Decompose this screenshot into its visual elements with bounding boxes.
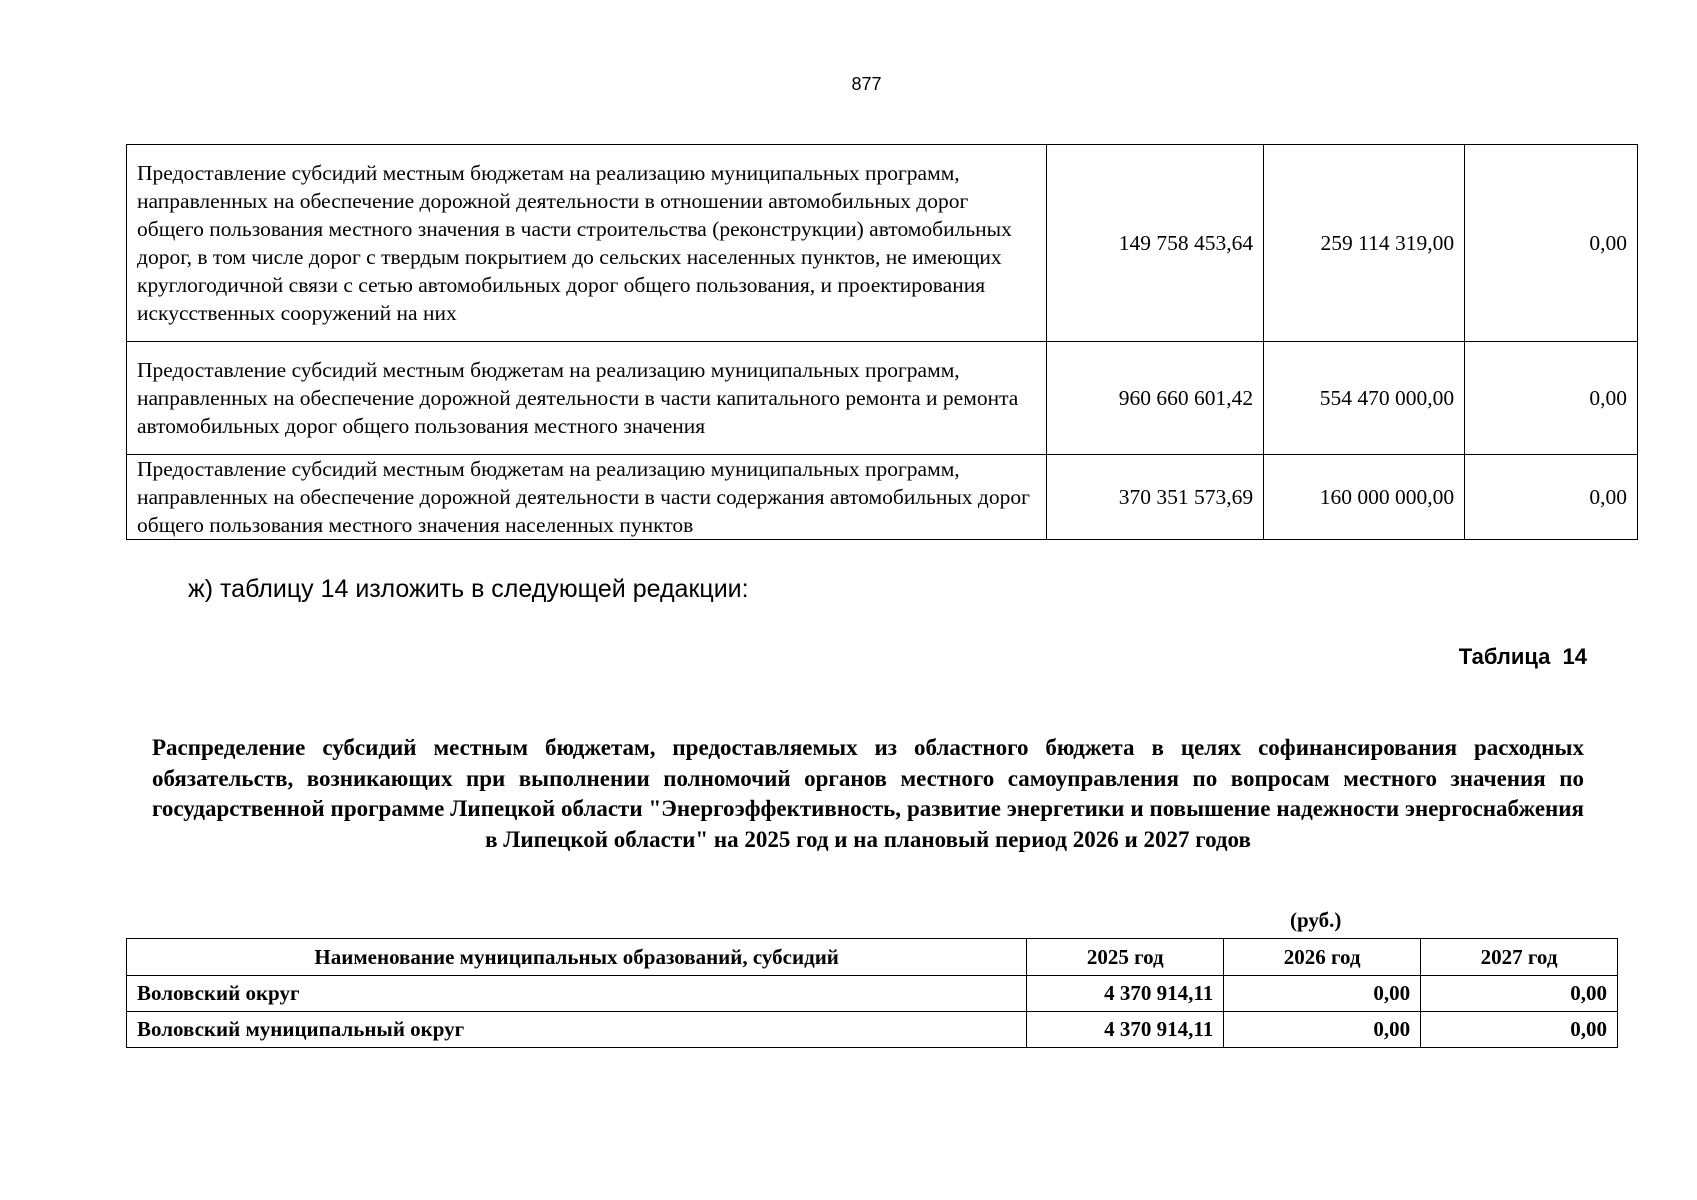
value-2026-cell: 554 470 000,00 <box>1264 342 1465 455</box>
table-row <box>127 342 1638 455</box>
value-2026-cell: 259 114 319,00 <box>1264 145 1465 342</box>
value-2026-cell: 160 000 000,00 <box>1264 455 1465 540</box>
row-name-cell: Предоставление субсидий местным бюджетам на реализацию муниципальных программ, направленных на обеспечение дорожной деятельности в части содержания автомобильных дорог общего пользования местного значения населенных пунктов <box>127 455 1047 540</box>
value-2025-cell: 149 758 453,64 <box>1047 145 1264 342</box>
row-name-cell: Предоставление субсидий местным бюджетам на реализацию муниципальных программ, направленных на обеспечение дорожной деятельности в отношении автомобильных дорог общего пользования местного значения в части строительства (реконструкции) автомобильных дорог, в том числе дорог с твердым покрытием до сельских населенных пунктов, не имеющих круглогодичной связи с сетью автомобильных дорог общего пользования, и проектирования искусственных сооружений на них <box>127 145 1047 342</box>
value-2025-cell: 4 370 914,11 <box>1027 976 1224 1012</box>
value-2026-cell: 0,00 <box>1224 976 1421 1012</box>
table-row <box>127 145 1638 342</box>
table-row <box>127 976 1618 1012</box>
row-name-cell: Воловский округ <box>127 976 1027 1012</box>
table-header-row <box>127 939 1618 976</box>
units-label: (руб.) <box>1290 908 1342 932</box>
row-name-cell: Предоставление субсидий местным бюджетам на реализацию муниципальных программ, направленных на обеспечение дорожной деятельности в части капитального ремонта и ремонта автомобильных дорог общего пользования местного значения <box>127 342 1047 455</box>
table-label: Таблица 14 <box>1458 644 1587 669</box>
table-row <box>127 1012 1618 1048</box>
value-2025-cell: 4 370 914,11 <box>1027 1012 1224 1048</box>
column-header-2027: 2027 год <box>1421 939 1618 976</box>
value-2027-cell: 0,00 <box>1421 976 1618 1012</box>
value-2027-cell: 0,00 <box>1465 342 1638 455</box>
column-header-2026: 2026 год <box>1224 939 1421 976</box>
subsidy-distribution-table <box>126 938 1618 1048</box>
column-header-name: Наименование муниципальных образований, субсидий <box>127 939 1027 976</box>
value-2027-cell: 0,00 <box>1465 145 1638 342</box>
instruction-text: ж) таблицу 14 изложить в следующей редакции: <box>188 575 749 603</box>
subsidy-continuation-table <box>126 144 1638 540</box>
row-name-cell: Воловский муниципальный округ <box>127 1012 1027 1048</box>
table-row <box>127 455 1638 540</box>
value-2025-cell: 960 660 601,42 <box>1047 342 1264 455</box>
column-header-2025: 2025 год <box>1027 939 1224 976</box>
value-2027-cell: 0,00 <box>1465 455 1638 540</box>
value-2025-cell: 370 351 573,69 <box>1047 455 1264 540</box>
value-2027-cell: 0,00 <box>1421 1012 1618 1048</box>
value-2026-cell: 0,00 <box>1224 1012 1421 1048</box>
table-title: Распределение субсидий местным бюджетам, предоставляемых из областного бюджета в целях софинансирования расходных обязательств, возникающих при выполнении полномочий органов местного самоуправления по вопросам местного значения по государственной программе Липецкой области "Энергоэффективность, развитие энергетики и повышение надежности энергоснабжения в Липецкой области" на 2025 год и на плановый период 2026 и 2027 годов <box>152 735 1584 852</box>
page-number: 877 <box>851 74 882 94</box>
